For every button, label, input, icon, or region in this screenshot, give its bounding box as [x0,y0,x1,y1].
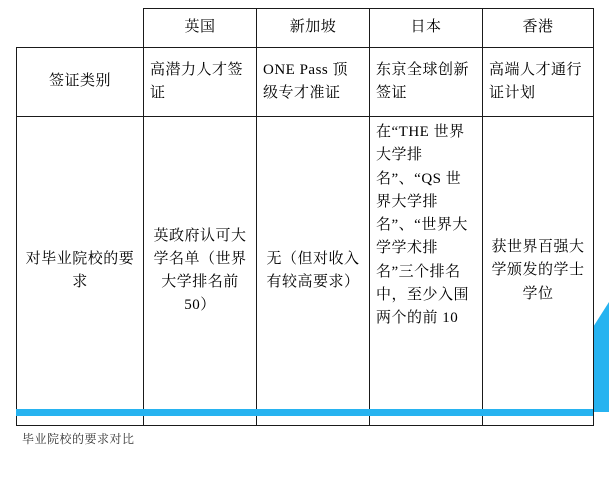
comparison-table-container [16,8,593,426]
cell-school-requirement-japan: 在“THE 世界大学排名”、“QS 世界大学排名”、“世界大学学术排名”三个排名中，至少入围两个的前 10 [370,117,483,426]
cell-visa-category-japan: 东京全球创新签证 [370,48,483,117]
cell-school-requirement-singapore: 无（但对收入有较高要求） [257,117,370,426]
cell-visa-category-singapore: ONE Pass 顶级专才准证 [257,48,370,117]
cell-school-requirement-hongkong: 获世界百强大学颁发的学士学位 [483,117,594,426]
accent-bar [16,409,593,416]
cell-school-requirement-uk: 英政府认可大学名单（世界大学排名前 50） [144,117,257,426]
header-hongkong: 香港 [483,9,594,48]
table-header-row [17,9,594,48]
table-row [17,48,594,117]
table-row [17,117,594,426]
header-uk: 英国 [144,9,257,48]
row-label-visa-category: 签证类别 [17,48,144,117]
row-label-school-requirement: 对毕业院校的要求 [17,117,144,426]
table-body [17,48,594,426]
header-corner-blank [17,9,144,48]
figure-caption: 毕业院校的要求对比 [22,432,135,446]
cell-visa-category-hongkong: 高端人才通行证计划 [483,48,594,117]
header-japan: 日本 [370,9,483,48]
header-singapore: 新加坡 [257,9,370,48]
cell-visa-category-uk: 高潜力人才签证 [144,48,257,117]
table-header [17,9,594,48]
comparison-table [16,8,594,426]
